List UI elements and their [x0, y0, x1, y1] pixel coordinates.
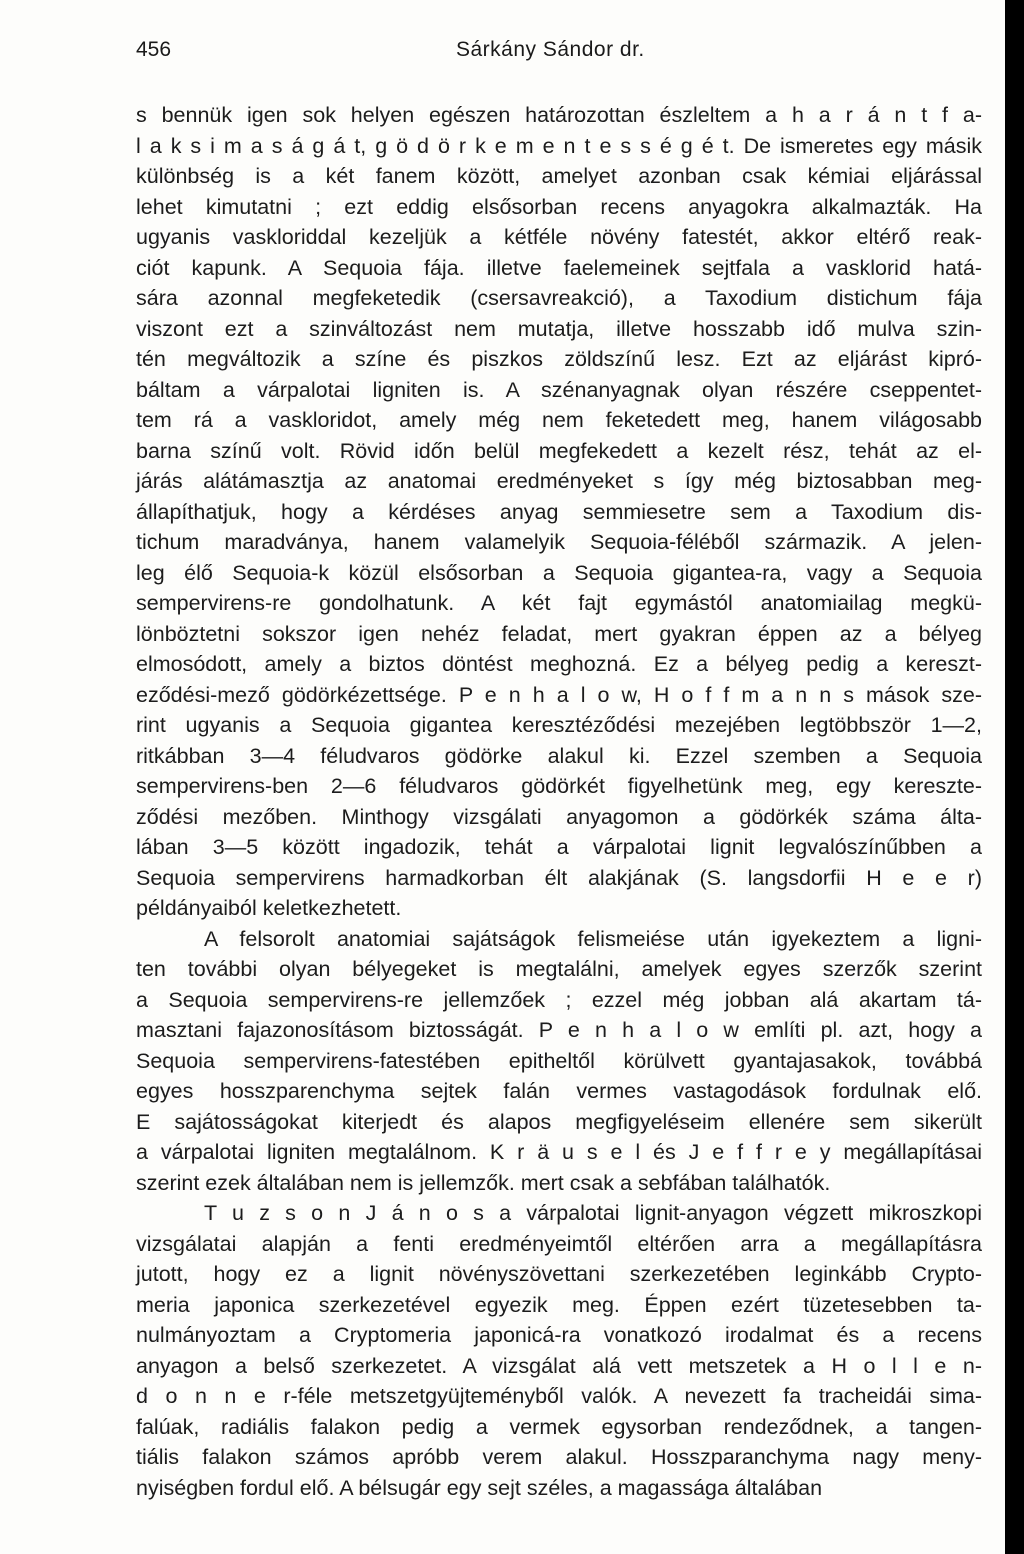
text-line: különbség is a két fanem között, amelyet azonban csak kémiai eljárással — [136, 164, 982, 188]
text-line: viszont ezt a szinváltozást nem mutatja, illetve hosszabb idő mulva szin- — [136, 316, 982, 341]
text-line: T u z s o n J á n o s a várpalotai lignit-anyagon végzett mikroszkopi — [204, 1201, 982, 1225]
text-line: meria japonica szerkezetével egyezik meg. Éppen ezért tüzetesebben ta- — [136, 1292, 982, 1317]
text-line: falúak, radiális falakon pedig a vermek egysorban rendeződnek, a tangen- — [136, 1414, 982, 1439]
text-line: példányaiból keletkezhetett. — [136, 896, 402, 920]
text-line: eződési-mező gödörkézettsége. P e n h a l o w, H o f f m a n n s mások sze- — [136, 682, 982, 707]
text-line: nyiségben fordul elő. A bélsugár egy sejt széles, a magassága általában — [136, 1475, 823, 1500]
text-line: E sajátosságokat kiterjedt és alapos megfigyeléseim ellenére sem sikerült — [136, 1109, 982, 1134]
text-line: tiális falakon számos apróbb verem alakul. Hosszparanchyma nagy meny- — [136, 1445, 982, 1469]
text-line: lönböztetni sokszor igen nehéz feladat, mert gyakran éppen az a bélyeg — [136, 621, 982, 646]
text-line: A felsorolt anatomiai sajátságok felismeiése után igyekeztem a ligni- — [204, 926, 982, 951]
page-number: 456 — [136, 38, 172, 61]
page-header — [136, 38, 982, 68]
text-line: sempervirens-ben 2—6 féludvaros gödörkét figyelhetünk meg, egy kereszte- — [136, 774, 982, 798]
text-line: a várpalotai ligniten megtalálnom. K r ä u s e l és J e f f r e y megállapításai — [136, 1140, 982, 1164]
paragraph — [136, 924, 982, 1199]
text-line: egyes hosszparenchyma sejtek falán vermes vastagodások fordulnak elő. — [136, 1079, 982, 1103]
text-line: Sequoia sempervirens harmadkorban élt alakjának (S. langsdorfii H e e r) — [136, 865, 982, 890]
text-line: tén megváltozik a színe és piszkos zöldszínű lesz. Ezt az eljárást kipró- — [136, 347, 982, 371]
text-line: ugyanis vaskloriddal kezeljük a kétféle növény fatestét, akkor eltérő reak- — [136, 225, 982, 249]
text-line: masztani fajazonosításom biztosságát. P e n h a l o w említi pl. azt, hogy a — [136, 1018, 982, 1042]
text-line: nulmányoztam a Cryptomeria japonicá-ra vonatkozó irodalmat és a recens — [136, 1323, 982, 1347]
text-line: sempervirens-re gondolhatunk. A két fajt egymástól anatomiailag megkü- — [136, 591, 982, 615]
text-line: anyagon a belső szerkezetet. A vizsgálat alá vett metszetek a H o l l e n- — [136, 1353, 982, 1378]
text-line: lában 3—5 között ingadozik, tehát a várpalotai lignit legvalószínűbben a — [136, 835, 982, 859]
text-line: rint ugyanis a Sequoia gigantea keresztéződési mezejében legtöbbször 1—2, — [136, 713, 982, 737]
text-line: vizsgálatai alapján a fenti eredményeimtől eltérően arra a megállapításra — [136, 1231, 982, 1256]
text-line: Sequoia sempervirens-fatestében epitheltől körülvett gyantajasakok, továbbá — [136, 1048, 982, 1073]
paragraph — [136, 100, 982, 924]
text-line: állapíthatjuk, hogy a kérdéses anyag semmiesetre sem a Taxodium dis- — [136, 499, 982, 524]
text-line: leg élő Sequoia-k közül elsősorban a Sequoia gigantea-ra, vagy a Sequoia — [136, 560, 982, 585]
text-line: ciót kapunk. A Sequoia fája. illetve faelemeinek sejtfala a vasklorid hatá- — [136, 255, 982, 280]
text-line: a Sequoia sempervirens-re jellemzőek ; ezzel még jobban alá akartam tá- — [136, 987, 982, 1012]
text-line: l a k s i m a s á g á t, g ö d ö r k e m e n t e s s é g é t. De ismeretes egy másik — [136, 133, 982, 158]
text-line: jutott, hogy ez a lignit növényszövettani szerkezetében leginkább Crypto- — [136, 1262, 982, 1286]
text-line: lehet kimutatni ; ezt eddig elsősorban recens anyagokra alkalmazták. Ha — [136, 194, 982, 219]
text-line: barna színű volt. Rövid időn belül megfekedett a kezelt rész, tehát az el- — [136, 438, 982, 463]
paragraph — [136, 1198, 982, 1503]
text-line: ződési mezőben. Minthogy vizsgálati anyagomon a gödörkék száma álta- — [136, 804, 982, 829]
scan-edge — [1005, 0, 1024, 1554]
text-line: s bennük igen sok helyen egészen határozottan észleltem a h a r á n t f a- — [136, 103, 982, 127]
text-line: ritkábban 3—4 féludvaros gödörke alakul ki. Ezzel szemben a Sequoia — [136, 743, 982, 768]
text-line: szerint ezek általában nem is jellemzők. mert csak a sebfában találhatók. — [136, 1170, 831, 1195]
body-text — [136, 100, 982, 1503]
text-line: elmosódott, amely a biztos döntést meghozná. Ez a bélyeg pedig a kereszt- — [136, 652, 982, 676]
running-head: Sárkány Sándor dr. — [456, 38, 645, 61]
text-line: járás alátámasztja az anatomai eredményeket s így még biztosabban meg- — [136, 469, 982, 493]
text-line: tem rá a vaskloridot, amely még nem feketedett meg, hanem világosabb — [136, 408, 982, 432]
text-line: báltam a várpalotai ligniten is. A szénanyagnak olyan részére cseppentet- — [136, 377, 982, 402]
text-line: sára azonnal megfeketedik (csersavreakció), a Taxodium distichum fája — [136, 286, 982, 310]
text-line: d o n n e r-féle metszetgyüjteményből valók. A nevezett fa tracheidái sima- — [136, 1384, 982, 1408]
text-line: tichum maradványa, hanem valamelyik Sequoia-féléből származik. A jelen- — [136, 530, 982, 554]
text-line: ten további olyan bélyegeket is megtalálni, amelyek egyes szerzők szerint — [136, 957, 982, 981]
